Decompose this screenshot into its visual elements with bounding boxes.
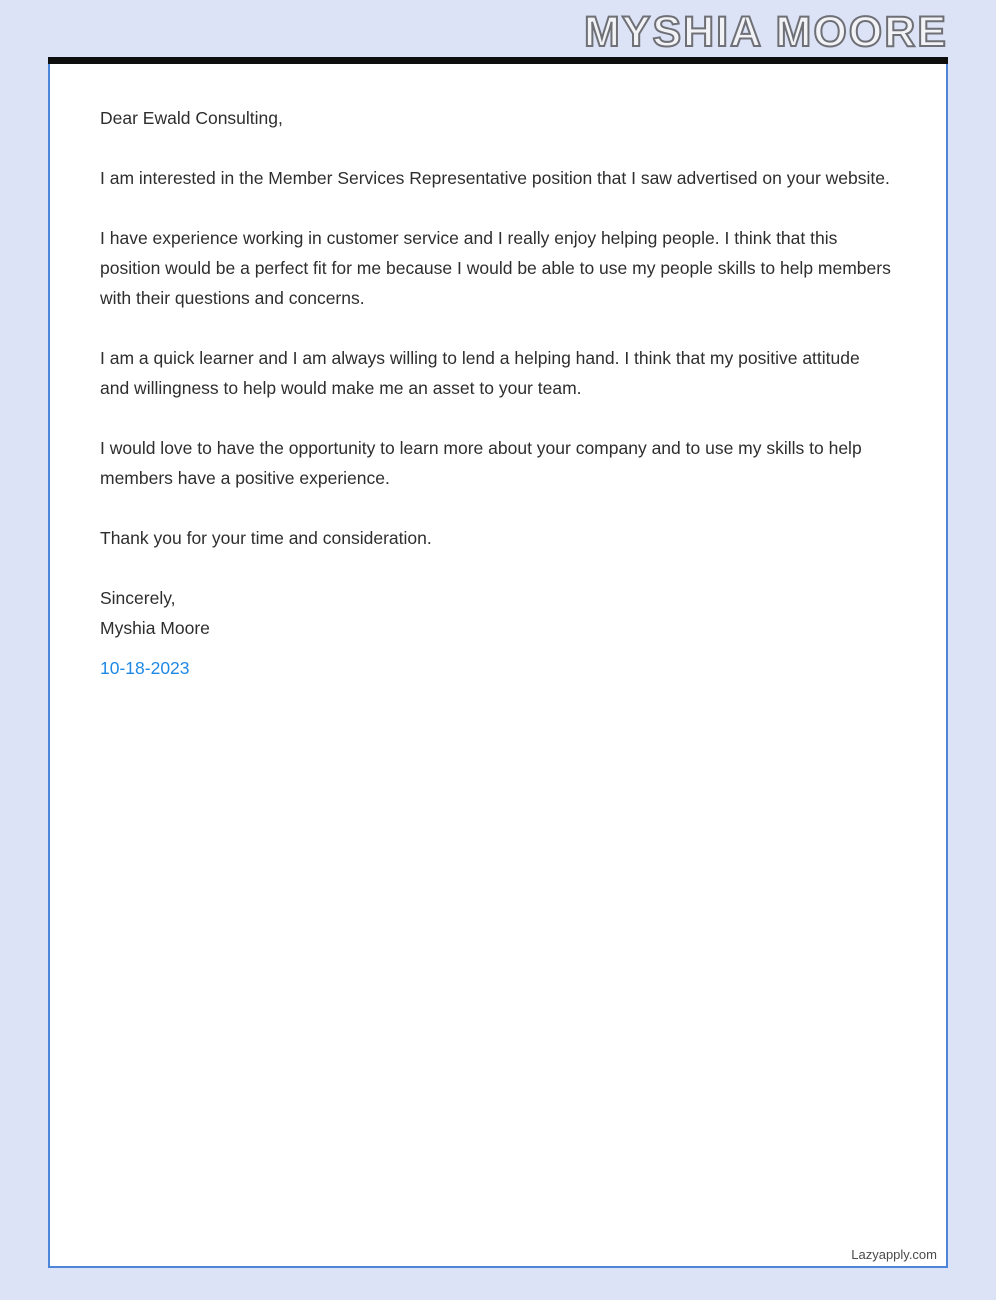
paragraph: I am interested in the Member Services Representative position that I saw advertised on your website.	[100, 168, 890, 188]
signature-name: Myshia Moore	[100, 618, 210, 638]
letter-date: 10-18-2023	[100, 658, 190, 678]
paragraph: I have experience working in customer service and I really enjoy helping people. I think that this position would be a perfect fit for me because I would be able to use my people skills to help members with their questions and concerns.	[100, 228, 891, 308]
paragraph: I would love to have the opportunity to learn more about your company and to use my skills to help members have a positive experience.	[100, 438, 862, 488]
signature-block	[100, 583, 892, 643]
letterhead-name: MYSHIA MOORE	[583, 8, 948, 56]
closing: Sincerely,	[100, 588, 176, 608]
lazyapply-watermark-link[interactable]: Lazyapply.com	[851, 1247, 937, 1262]
top-accent-bar	[48, 57, 948, 64]
letter-page	[48, 57, 948, 1268]
salutation: Dear Ewald Consulting,	[100, 108, 283, 128]
letter-body	[50, 59, 946, 683]
paragraph: Thank you for your time and consideration.	[100, 528, 432, 548]
paragraph: I am a quick learner and I am always willing to lend a helping hand. I think that my positive attitude and willingness to help would make me an asset to your team.	[100, 348, 860, 398]
